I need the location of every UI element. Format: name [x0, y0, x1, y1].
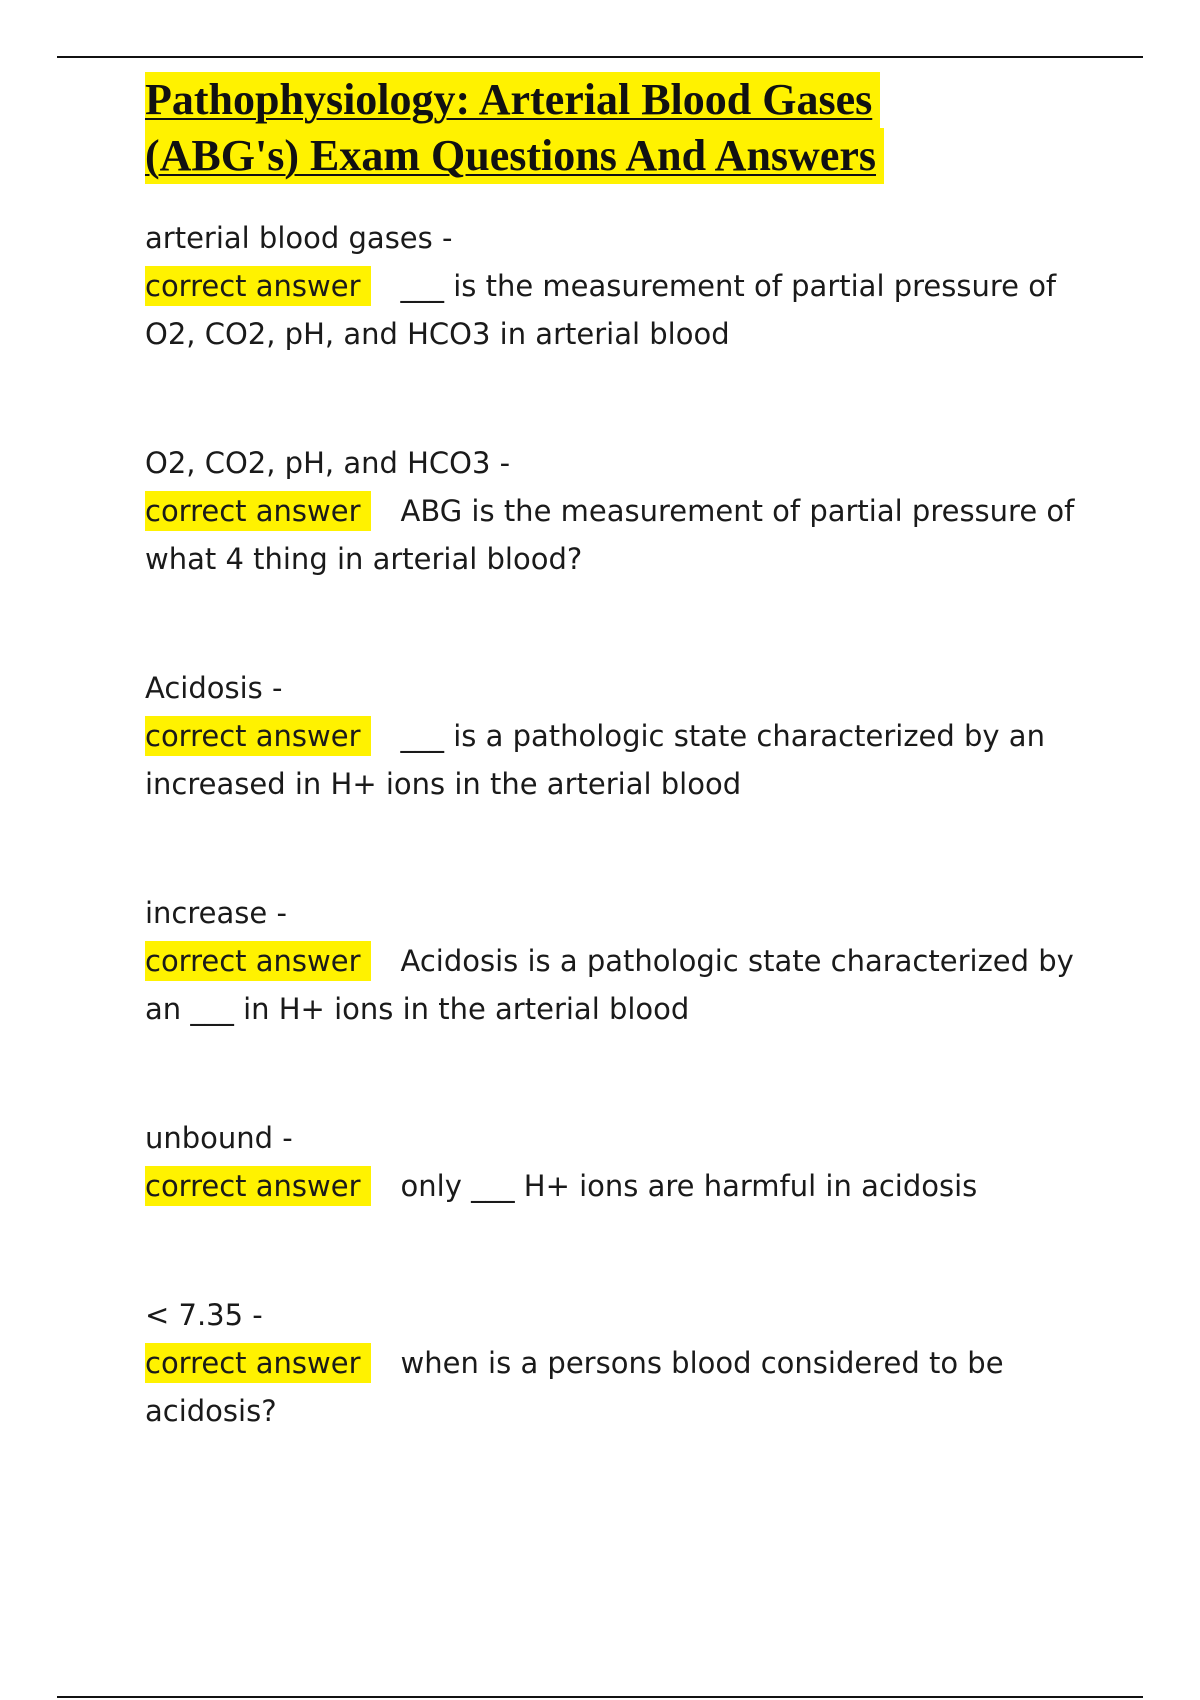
qa-term: unbound - — [145, 1121, 293, 1155]
qa-item — [145, 1291, 1105, 1435]
correct-answer-label: correct answer — [145, 491, 371, 531]
qa-definition: only ___ H+ ions are harmful in acidosis — [400, 1169, 978, 1203]
qa-term: Acidosis - — [145, 671, 283, 705]
correct-answer-label: correct answer — [145, 1166, 371, 1206]
correct-answer-label: correct answer — [145, 266, 371, 306]
qa-term: arterial blood gases - — [145, 221, 453, 255]
qa-answer — [145, 712, 1105, 808]
correct-answer-label: correct answer — [145, 1343, 371, 1383]
qa-item — [145, 889, 1105, 1033]
document-title — [145, 72, 1145, 184]
qa-answer — [145, 1339, 1105, 1435]
title-line-2: (ABG's) Exam Questions And Answers — [145, 128, 884, 184]
title-line-1: Pathophysiology: Arterial Blood Gases — [145, 72, 880, 128]
qa-item — [145, 664, 1105, 808]
bottom-rule — [57, 1696, 1143, 1698]
qa-answer — [145, 487, 1105, 583]
qa-answer — [145, 262, 1105, 358]
qa-item — [145, 439, 1105, 583]
qa-list — [145, 214, 1105, 1435]
qa-answer — [145, 1162, 1105, 1210]
qa-definition: ___ is the measurement of partial pressure of O2, CO2, pH, and HCO3 in arterial blood — [145, 269, 1057, 351]
correct-answer-label: correct answer — [145, 941, 371, 981]
qa-definition: ___ is a pathologic state characterized by an increased in H+ ions in the arterial blood — [145, 719, 1045, 801]
correct-answer-label: correct answer — [145, 716, 371, 756]
qa-term: O2, CO2, pH, and HCO3 - — [145, 446, 511, 480]
qa-item — [145, 1114, 1105, 1210]
qa-answer — [145, 937, 1105, 1033]
qa-definition: ABG is the measurement of partial pressure of what 4 thing in arterial blood? — [145, 494, 1075, 576]
top-rule — [57, 56, 1143, 58]
qa-definition: Acidosis is a pathologic state characterized by an ___ in H+ ions in the arterial blood — [145, 944, 1074, 1026]
qa-term: < 7.35 - — [145, 1298, 263, 1332]
qa-item — [145, 214, 1105, 358]
qa-definition: when is a persons blood considered to be acidosis? — [145, 1346, 1004, 1428]
qa-term: increase - — [145, 896, 287, 930]
